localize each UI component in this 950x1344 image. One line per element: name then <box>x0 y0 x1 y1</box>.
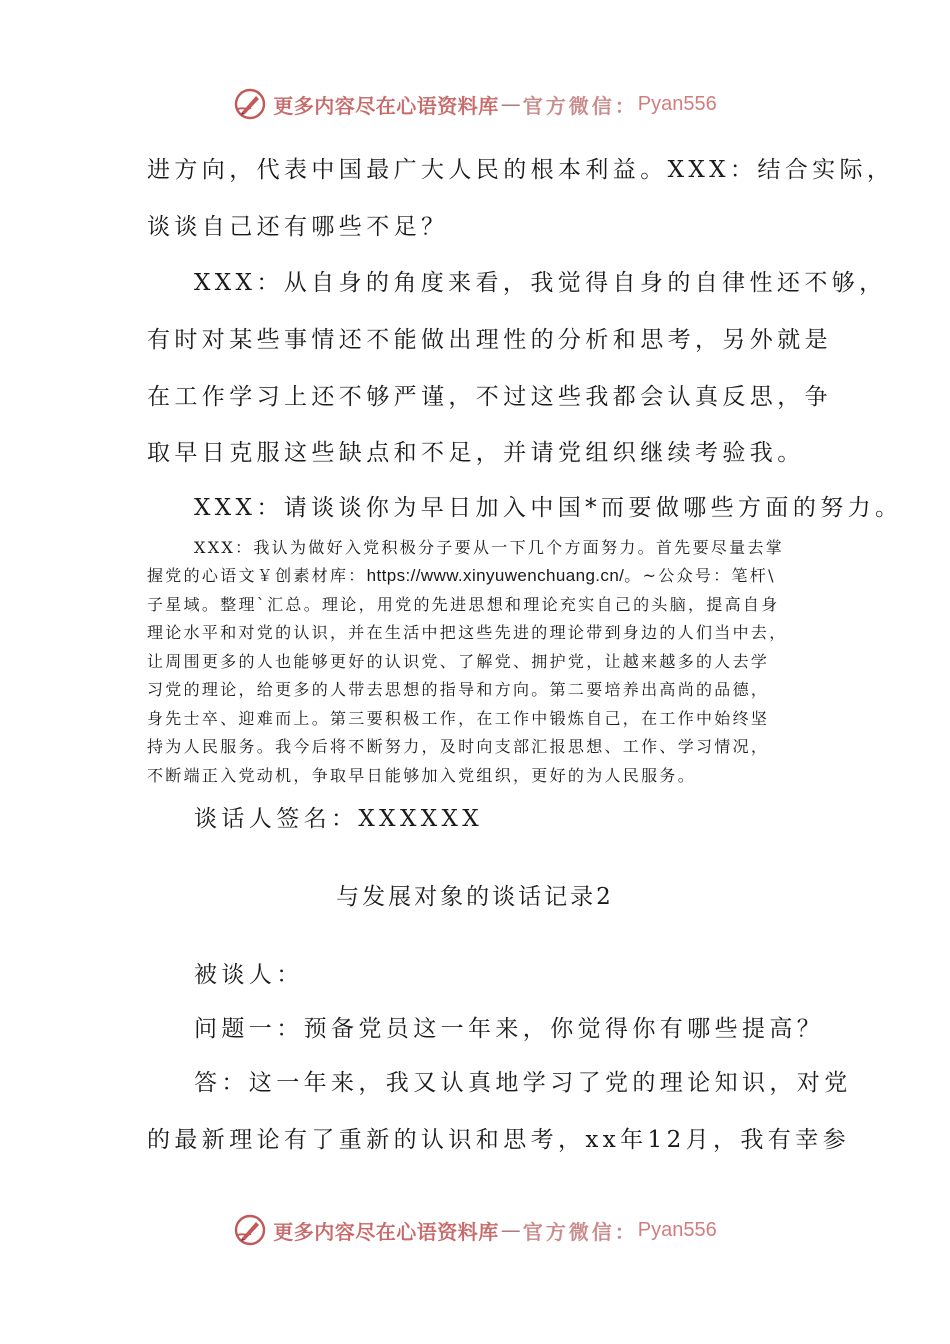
small-line-9: 不断端正入党动机，争取早日能够加入党组织，更好的为人民服务。 <box>147 766 697 785</box>
body-line-5: 在工作学习上还不够严谨，不过这些我都会认真反思，争 <box>147 384 832 410</box>
watermark-dash: — <box>500 92 521 116</box>
body-line-4: 有时对某些事情还不能做出理性的分析和思考，另外就是 <box>147 327 832 353</box>
header-watermark <box>0 82 950 126</box>
small-line-2a: 握党的心语文￥创素材库： <box>147 566 367 585</box>
pen-logo-icon <box>233 1213 267 1247</box>
answer-line-2: 的最新理论有了重新的认识和思考，xx年12月，我有幸参 <box>147 1127 851 1153</box>
small-line-2b: 。~公众号：笔杆\ <box>624 566 776 585</box>
body-line-6: 取早日克服这些缺点和不足，并请党组织继续考验我。 <box>147 440 805 466</box>
small-line-8: 持为人民服务。我今后将不断努力，及时向支部汇报思想、工作、学习情况， <box>147 737 770 756</box>
signature-line: 谈话人签名：XXXXXX <box>194 806 484 832</box>
watermark-text: 更多内容尽在心语资料库 <box>273 1219 499 1244</box>
interviewee-line: 被谈人： <box>194 962 304 988</box>
watermark-wechat-id: Pyan556 <box>637 1218 717 1241</box>
watermark-label: 官方微信： <box>522 93 638 118</box>
answer-line-1: 答：这一年来，我又认真地学习了党的理论知识，对党 <box>194 1070 852 1096</box>
body-line-7: XXX：请谈谈你为早日加入中国*而要做哪些方面的努力。 <box>194 495 903 521</box>
body-line-1: 进方向，代表中国最广大人民的根本利益。XXX：结合实际， <box>147 157 895 183</box>
small-line-4: 理论水平和对党的认识，并在生活中把这些先进的理论带到身边的人们当中去， <box>147 623 788 642</box>
footer-watermark <box>0 1208 950 1252</box>
small-line-3: 子星域。整理`汇总。理论，用党的先进思想和理论充实自己的头脑，提高自身 <box>147 595 780 614</box>
question-1: 问题一：预备党员这一年来，你觉得你有哪些提高？ <box>194 1016 825 1042</box>
small-line-6: 习党的理论，给更多的人带去思想的指导和方向。第二要培养出高尚的品德， <box>147 680 770 699</box>
body-line-2: 谈谈自己还有哪些不足？ <box>147 214 449 240</box>
library-url: https://www.xinyuwenchuang.cn/ <box>366 566 625 585</box>
small-line-2 <box>147 565 776 587</box>
body-line-3: XXX：从自身的角度来看，我觉得自身的自律性还不够， <box>194 270 887 296</box>
small-line-5: 让周围更多的人也能够更好的认识党、了解党、拥护党，让越来越多的人去学 <box>147 652 770 671</box>
watermark-wechat-id: Pyan556 <box>637 92 717 115</box>
section-title: 与发展对象的谈话记录2 <box>336 884 614 910</box>
watermark-text: 更多内容尽在心语资料库 <box>273 93 499 118</box>
watermark-dash: — <box>500 1218 521 1242</box>
pen-logo-icon <box>233 87 267 121</box>
small-line-7: 身先士卒、迎难而上。第三要积极工作，在工作中锻炼自己，在工作中始终坚 <box>147 709 770 728</box>
small-line-1: XXX：我认为做好入党积极分子要从一下几个方面努力。首先要尽量去掌 <box>194 538 785 557</box>
watermark-label: 官方微信： <box>522 1219 638 1244</box>
